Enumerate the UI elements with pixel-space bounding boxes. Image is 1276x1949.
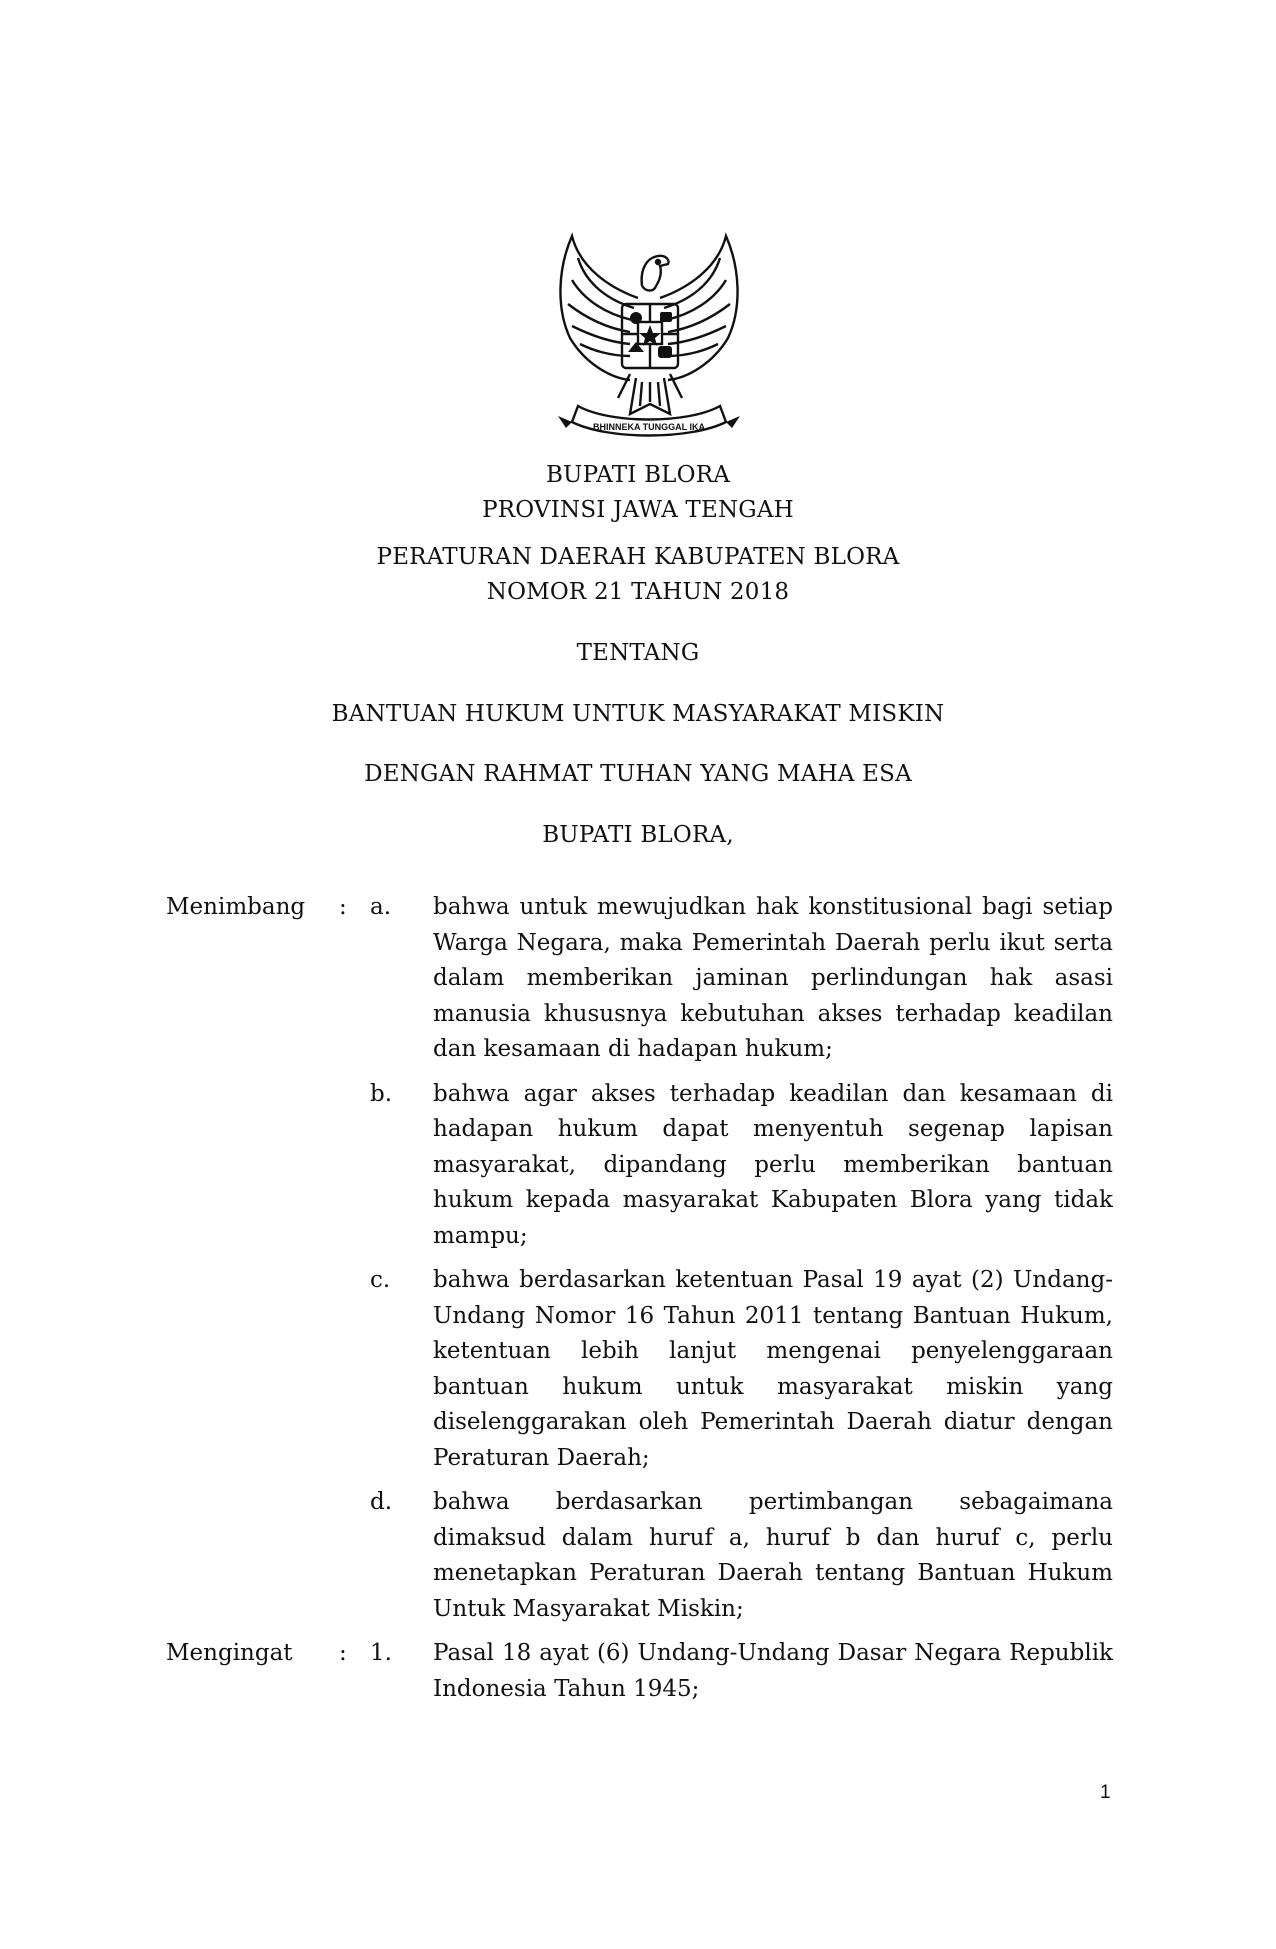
about-label: TENTANG <box>576 640 700 666</box>
item-text: Pasal 18 ayat (6) Undang-Undang Dasar Negara Republik Indonesia Tahun 1945; <box>433 1640 1113 1702</box>
item-marker: c. <box>370 1267 391 1293</box>
list-item <box>0 890 1276 1068</box>
svg-text:BHINNEKA TUNGGAL IKA: BHINNEKA TUNGGAL IKA <box>593 422 705 432</box>
section-label: Mengingat <box>166 1640 293 1666</box>
item-text: bahwa berdasarkan pertimbangan sebagaimana dimaksud dalam huruf a, huruf b dan huruf c, perlu menetapkan Peraturan Daerah tentang Bantuan Hukum Untuk Masyarakat Miskin; <box>433 1489 1113 1622</box>
item-marker: d. <box>370 1489 393 1515</box>
menimbang-section <box>0 890 1276 1707</box>
item-text: bahwa agar akses terhadap keadilan dan kesamaan di hadapan hukum dapat menyentuh segenap lapisan masyarakat, dipandang perlu memberikan bantuan hukum kepada masyarakat Kabupaten Blora yang tidak mampu; <box>433 1080 1113 1249</box>
list-item <box>0 1485 1276 1627</box>
mengingat-section <box>0 1636 1276 1707</box>
regulation-subject: BANTUAN HUKUM UNTUK MASYARAKAT MISKIN <box>331 701 945 727</box>
item-text: bahwa untuk mewujudkan hak konstitusional bagi setiap Warga Negara, maka Pemerintah Daerah perlu ikut serta dalam memberikan jaminan perlindungan hak asasi manusia khususnya kebutuhan akses terhadap keadilan dan kesamaan di hadapan hukum; <box>433 894 1113 1062</box>
garuda-emblem <box>550 228 748 442</box>
issuer-title: BUPATI BLORA <box>545 462 731 488</box>
page-number: 1 <box>1100 1782 1111 1803</box>
garuda-pancasila-icon <box>550 228 748 442</box>
regulation-title: PERATURAN DAERAH KABUPATEN BLORA <box>376 544 900 570</box>
regulation-number: NOMOR 21 TAHUN 2018 <box>486 579 790 605</box>
item-marker: b. <box>370 1080 393 1107</box>
section-label: Menimbang <box>166 894 306 920</box>
section-colon: : <box>339 1640 347 1666</box>
invocation: DENGAN RAHMAT TUHAN YANG MAHA ESA <box>364 761 912 787</box>
list-item <box>0 1077 1276 1255</box>
list-item <box>0 1263 1276 1476</box>
enacting-authority: BUPATI BLORA, <box>542 822 734 848</box>
item-text: bahwa berdasarkan ketentuan Pasal 19 ayat (2) Undang-Undang Nomor 16 Tahun 2011 tentang Bantuan Hukum, ketentuan lebih lanjut mengenai penyelenggaraan bantuan hukum untuk masyarakat miskin yang diselenggarakan oleh Pemerintah Daerah diatur dengan Peraturan Daerah; <box>433 1267 1113 1471</box>
item-marker: a. <box>370 894 392 920</box>
item-marker: 1. <box>370 1640 392 1666</box>
province-title: PROVINSI JAWA TENGAH <box>482 497 794 523</box>
section-colon: : <box>339 894 347 920</box>
